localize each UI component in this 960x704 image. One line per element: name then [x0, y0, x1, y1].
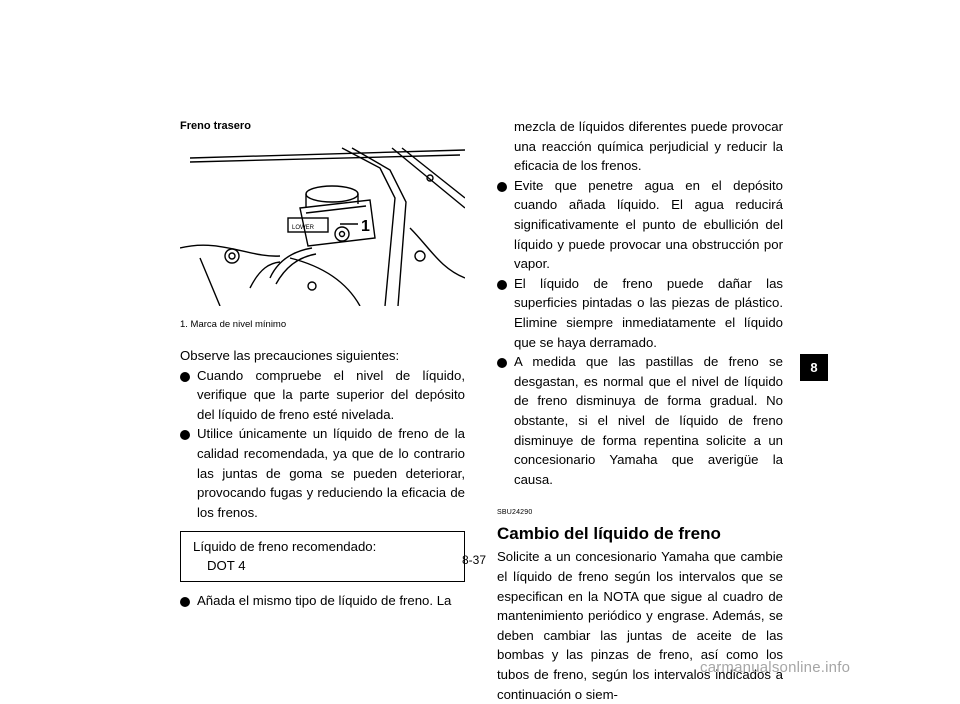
chapter-tab: 8 — [800, 354, 828, 381]
figure-heading: Freno trasero — [180, 120, 251, 132]
continued-text: mezcla de líquidos diferentes puede provocar una reacción química perjudicial y reducir la eficacia de los frenos. — [514, 119, 783, 174]
lower-mark-label: LOWER — [292, 225, 315, 231]
bullet-text: Evite que penetre agua en el depósito cuando añada líquido. El agua reducirá significativamente el punto de ebullición del líquido y puede provocar una obstrucción por vapor. — [514, 177, 783, 272]
continued-text-block — [497, 117, 783, 176]
rear-brake-reservoir-illustration — [180, 138, 465, 306]
bullet-icon — [180, 372, 190, 382]
bullet-icon — [497, 280, 507, 290]
recommended-fluid-box — [180, 531, 465, 582]
bullet-text: Cuando compruebe el nivel de líquido, verifique que la parte superior del depósito del líquido de freno esté nivelada. — [197, 367, 465, 422]
bullet-item — [497, 176, 783, 274]
left-column — [180, 120, 465, 611]
left-body — [180, 346, 465, 611]
callout-number: 1 — [361, 218, 370, 235]
page-number: 8-37 — [462, 553, 487, 567]
bullet-item — [180, 591, 465, 611]
bullet-icon — [180, 597, 190, 607]
bullet-item — [497, 352, 783, 489]
recommended-fluid-value: DOT 4 — [207, 558, 246, 574]
bullet-text: Añada el mismo tipo de líquido de freno. La — [197, 593, 452, 609]
watermark: carmanualsonline.info — [700, 659, 851, 676]
bullet-icon — [180, 430, 190, 440]
bullet-item — [180, 366, 465, 425]
section-code: SBU24290 — [497, 509, 533, 517]
precautions-intro: Observe las precauciones siguientes: — [180, 348, 400, 363]
right-column — [497, 117, 783, 704]
bullet-text: Utilice únicamente un líquido de freno de la calidad recomendada, ya que de lo contrario las juntas de goma se pueden deteriorar, provocando fugas y reduciendo la eficacia de los frenos. — [197, 426, 465, 520]
figure-caption: 1. Marca de nivel mínimo — [180, 319, 287, 330]
section-title: Cambio del líquido de freno — [497, 523, 721, 543]
bullet-icon — [497, 182, 507, 192]
bullet-text: El líquido de freno puede dañar las superficies pintadas o las piezas de plástico. Elimine siempre inmediatamente el líquido que se haya derramado. — [514, 275, 783, 350]
recommended-fluid-label: Líquido de freno recomendado: — [193, 539, 377, 555]
section-body: Solicite a un concesionario Yamaha que cambie el líquido de freno según los intervalos que se especifican en la NOTA que sigue al cuadro de mantenimiento periódico y engrase. Además, se deben cambiar las juntas de aceite de las bombas y las pinzas de freno, así como los tubos de freno, según los intervalos indicados a continuación o siem- — [497, 549, 783, 702]
bullet-item — [497, 274, 783, 352]
bullet-icon — [497, 358, 507, 368]
bullet-text: A medida que las pastillas de freno se desgastan, es normal que el nivel de líquido de freno disminuya de forma gradual. No obstante, si el nivel de líquido de freno disminuye de forma repentina solicite a un concesionario Yamaha que averigüe la causa. — [514, 354, 783, 487]
bullet-item — [180, 424, 465, 522]
